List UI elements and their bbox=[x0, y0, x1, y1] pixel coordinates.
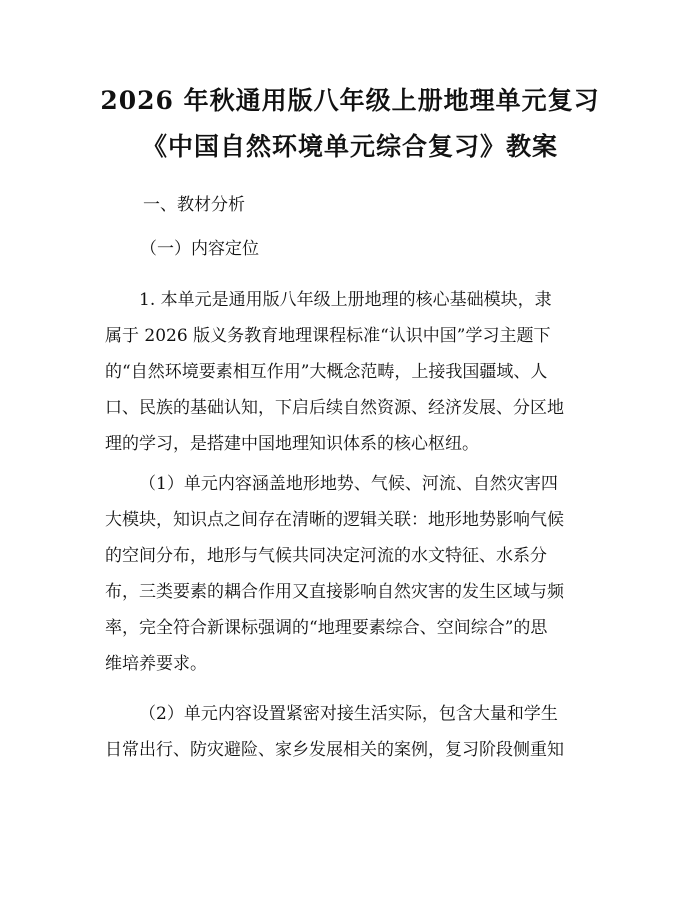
paragraph-line: （1）单元内容涵盖地形地势、气候、河流、自然灾害四 bbox=[139, 474, 558, 494]
paragraph-line: （2）单元内容设置紧密对接生活实际，包含大量和学生 bbox=[139, 704, 558, 724]
subsection-heading: （一）内容定位 bbox=[140, 239, 259, 259]
paragraph-line: 布，三类要素的耦合作用又直接影响自然灾害的发生区域与频 bbox=[105, 582, 564, 602]
document-title-line-2: 《中国自然环境单元综合复习》教案 bbox=[141, 132, 558, 161]
section-heading: 一、教材分析 bbox=[143, 195, 245, 215]
paragraph-line: 理的学习，是搭建中国地理知识体系的核心枢纽。 bbox=[105, 434, 479, 454]
paragraph-line: 的“自然环境要素相互作用”大概念范畴，上接我国疆域、人 bbox=[105, 362, 548, 382]
paragraph-line: 属于 2026 版义务教育地理课程标准“认识中国”学习主题下 bbox=[105, 326, 551, 346]
paragraph-line: 率，完全符合新课标强调的“地理要素综合、空间综合”的思 bbox=[105, 618, 548, 638]
paragraph-line: 的空间分布，地形与气候共同决定河流的水文特征、水系分 bbox=[105, 546, 547, 566]
paragraph-2 bbox=[105, 466, 597, 682]
paragraph-1 bbox=[105, 282, 597, 462]
paragraph-3 bbox=[105, 696, 597, 768]
document-title-line-1: 2026 年秋通用版八年级上册地理单元复习 bbox=[100, 86, 600, 115]
paragraph-line: 大模块，知识点之间存在清晰的逻辑关联：地形地势影响气候 bbox=[105, 510, 564, 530]
paragraph-line: 维培养要求。 bbox=[105, 654, 207, 674]
paragraph-line: 日常出行、防灾避险、家乡发展相关的案例，复习阶段侧重知 bbox=[105, 740, 564, 760]
paragraph-line: 口、民族的基础认知，下启后续自然资源、经济发展、分区地 bbox=[105, 398, 564, 418]
paragraph-line: 1. 本单元是通用版八年级上册地理的核心基础模块，隶 bbox=[139, 290, 552, 310]
